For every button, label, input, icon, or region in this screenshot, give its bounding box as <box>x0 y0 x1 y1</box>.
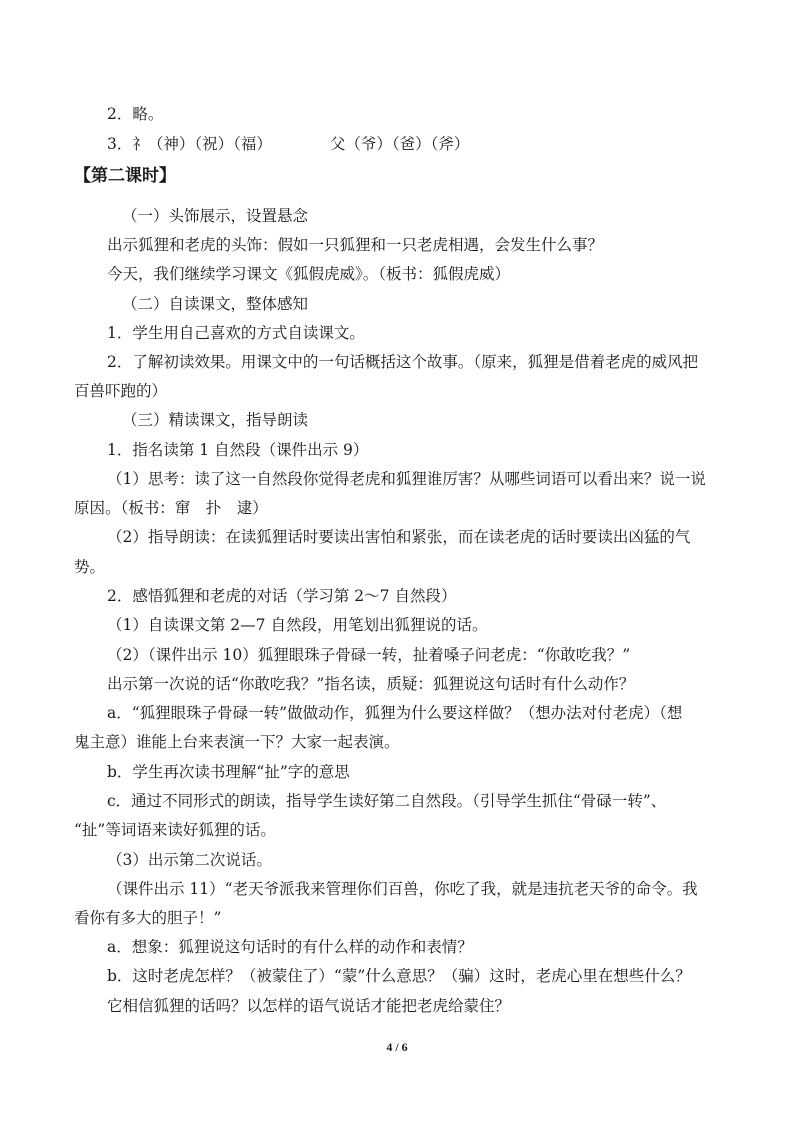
paragraph-continuation: 百兽吓跑的） <box>74 382 168 400</box>
paragraph: 1．学生用自己喜欢的方式自读课文。 <box>107 324 365 342</box>
paragraph: b．学生再次读书理解“扯”字的意思 <box>107 763 350 781</box>
paragraph: （1）思考：读了这一自然段你觉得老虎和狐狸谁厉害？从哪些词语可以看出来？说一说 <box>107 470 706 488</box>
section-heading-2: （二）自读课文，整体感知 <box>122 295 309 313</box>
paragraph: （3）出示第二次说话。 <box>107 851 272 869</box>
paragraph: （1）自读课文第 2—7 自然段，用笔划出狐狸说的话。 <box>107 616 488 634</box>
section-heading-3: （三）精读课文，指导朗读 <box>122 411 309 429</box>
paragraph: 它相信狐狸的话吗？以怎样的语气说话才能把老虎给蒙住？ <box>107 997 511 1015</box>
paragraph: （2）指导朗读：在读狐狸话时要读出害怕和紧张，而在读老虎的话时要读出凶猛的气 <box>107 528 691 546</box>
answer-item-2: 2．略。 <box>107 105 164 123</box>
paragraph: c．通过不同形式的朗读，指导学生读好第二自然段。（引导学生抓住“骨碌一转”、 <box>107 792 667 810</box>
page-number: 4 / 6 <box>386 1040 408 1054</box>
answer-item-3-left: 3．礻（神）（祝）（福） <box>107 135 272 153</box>
answer-item-3 <box>107 134 469 154</box>
paragraph: 出示第一次说的话“你敢吃我？”指名读，质疑：狐狸说这句话时有什么动作？ <box>107 675 635 693</box>
paragraph-continuation: 鬼主意）谁能上台来表演一下？大家一起表演。 <box>74 733 400 751</box>
lesson-heading: 【第二课时】 <box>74 166 176 186</box>
paragraph: 2．感悟狐狸和老虎的对话（学习第 2～7 自然段） <box>107 587 457 605</box>
paragraph: a．“狐狸眼珠子骨碌一转”做做动作，狐狸为什么要这样做？（想办法对付老虎）（想 <box>107 704 683 722</box>
paragraph: （2）（课件出示 10）狐狸眼珠子骨碌一转，扯着嗓子问老虎：“你敢吃我？” <box>107 646 631 664</box>
paragraph: 1．指名读第 1 自然段（课件出示 9） <box>107 441 369 459</box>
paragraph: a．想象：狐狸说这句话时的有什么样的动作和表情？ <box>107 938 473 956</box>
paragraph: 2．了解初读效果。用课文中的一句话概括这个故事。（原来，狐狸是借着老虎的威风把 <box>107 353 699 371</box>
paragraph-continuation: “扯”等词语来读好狐狸的话。 <box>74 821 276 839</box>
paragraph-continuation: 看你有多大的胆子！” <box>74 909 222 927</box>
paragraph: 今天，我们继续学习课文《狐假虎威》。（板书：狐假虎威） <box>107 265 511 283</box>
paragraph-continuation: 势。 <box>74 558 106 576</box>
answer-item-3-right: 父（爷）（爸）（斧） <box>329 135 470 153</box>
paragraph: 出示狐狸和老虎的头饰：假如一只狐狸和一只老虎相遇，会发生什么事？ <box>107 236 604 254</box>
paragraph: b．这时老虎怎样？（被蒙住了）“蒙”什么意思？（骗）这时，老虎心里在想些什么？ <box>107 967 691 985</box>
paragraph: （课件出示 11）“老天爷派我来管理你们百兽，你吃了我，就是违抗老天爷的命令。我 <box>107 880 698 898</box>
paragraph-continuation: 原因。（板书：窜 扑 逮） <box>74 499 268 517</box>
section-heading-1: （一）头饰展示，设置悬念 <box>122 207 309 225</box>
